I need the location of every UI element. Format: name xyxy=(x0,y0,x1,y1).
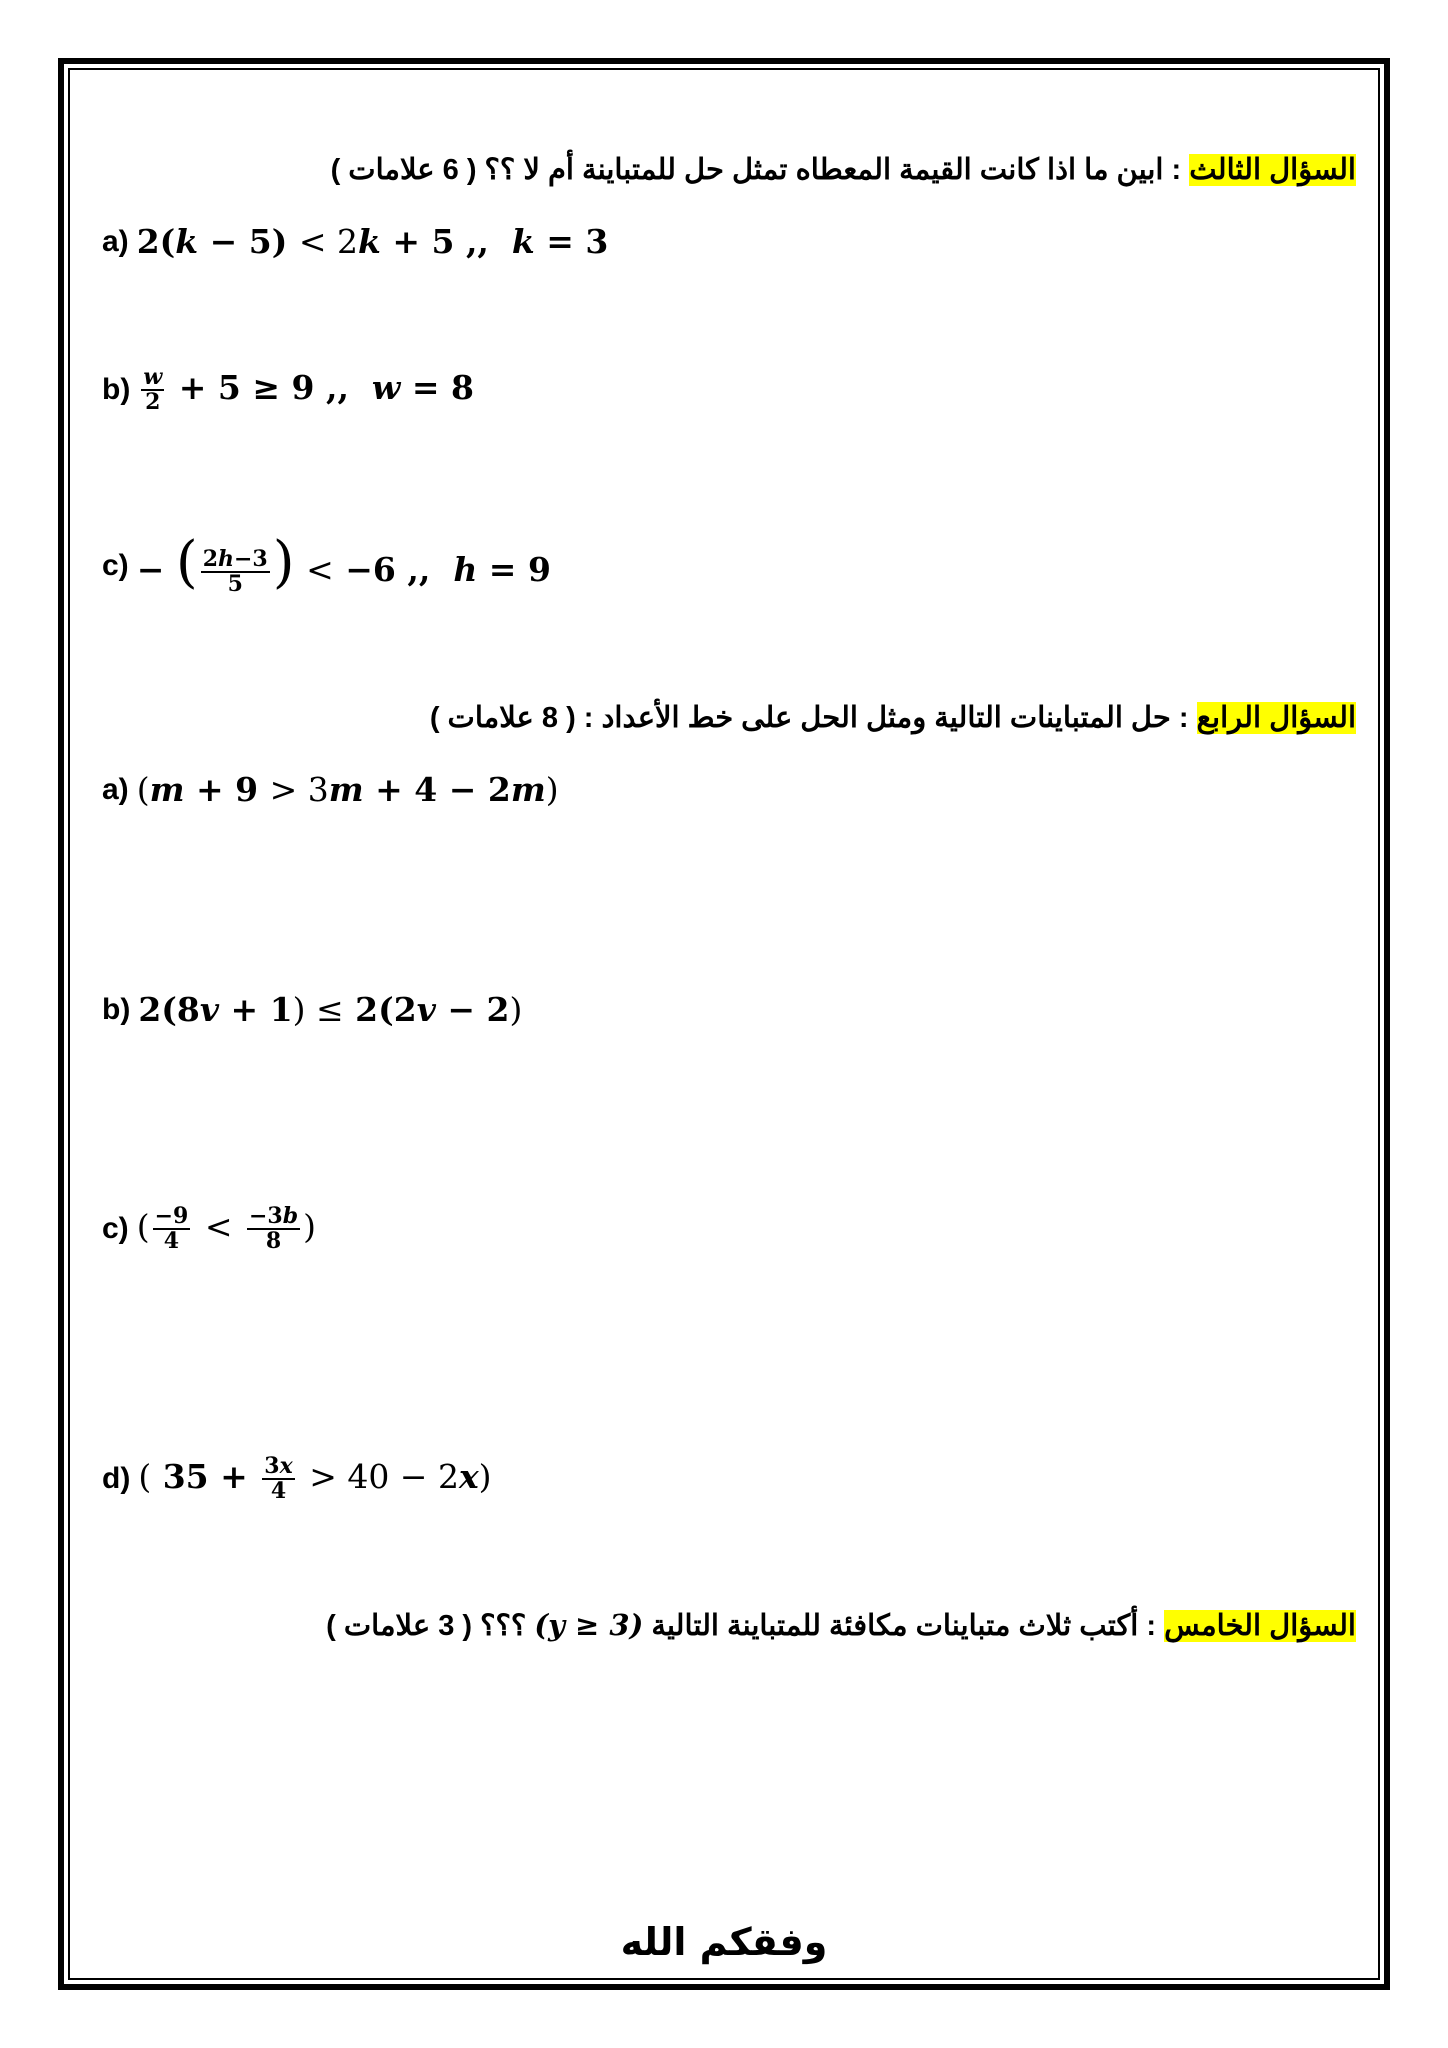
q4-item-b xyxy=(102,990,522,1029)
item-label: c) xyxy=(102,1212,129,1246)
closing-blessing: وفقكم الله xyxy=(620,1920,828,1964)
q4-item-a-expression: (m + 9 > 3m + 4 − 2m) xyxy=(136,770,559,809)
question-4-title: السؤال الرابع xyxy=(1196,702,1356,734)
item-label: b) xyxy=(102,373,131,407)
q4-item-c-expression: ( $\frac{-9}{4}$ < $\frac{-3b}{8}$ ) xyxy=(136,1203,316,1255)
q3-item-c xyxy=(102,530,551,597)
item-label: a) xyxy=(102,224,129,258)
question-5-text-b: ؟؟؟ ( 3 علامات ) xyxy=(326,1610,535,1642)
q4-item-b-expression: 2(8v + 1) ≤ 2(2v − 2) xyxy=(138,990,523,1029)
item-label: d) xyxy=(102,1462,131,1496)
item-label: a) xyxy=(102,772,129,806)
q4-item-a xyxy=(102,770,559,809)
question-5-title: السؤال الخامس xyxy=(1164,1610,1356,1642)
question-5-heading xyxy=(326,1608,1356,1643)
question-5-inequality: (y ≥ 3) xyxy=(534,1608,644,1642)
question-3-text: : ابين ما اذا كانت القيمة المعطاه تمثل حل للمتباينة أم لا ؟؟ ( 6 علامات ) xyxy=(330,154,1190,186)
question-4-text: : حل المتباينات التالية ومثل الحل على خط الأعداد : ( 8 علامات ) xyxy=(429,702,1197,734)
q4-item-c xyxy=(102,1205,316,1253)
q3-item-b-expression: $\frac{w}{2}$ + 5 ≥ 9 ,, w = 8 xyxy=(143,364,474,416)
q3-item-a xyxy=(102,222,608,261)
q3-item-c-expression: − ( $\frac{2h-3}{5}$ ) < −6 ,, h = 9 xyxy=(136,530,551,597)
question-5-text-a: : أكتب ثلاث متباينات مكافئة للمتباينة التالية xyxy=(643,1610,1165,1642)
q4-item-d xyxy=(102,1455,492,1503)
question-3-title: السؤال الثالث xyxy=(1189,154,1356,186)
q3-item-a-expression: 2(k − 5) < 2k + 5 ,, k = 3 xyxy=(136,222,609,261)
item-label: c) xyxy=(102,548,129,582)
item-label: b) xyxy=(102,992,131,1026)
q4-item-d-expression: ( 35 + $\frac{3x}{4}$ > 40 − 2x) xyxy=(138,1453,492,1505)
question-3-heading xyxy=(331,152,1356,187)
q3-item-b xyxy=(102,366,474,414)
question-4-heading xyxy=(430,700,1356,735)
